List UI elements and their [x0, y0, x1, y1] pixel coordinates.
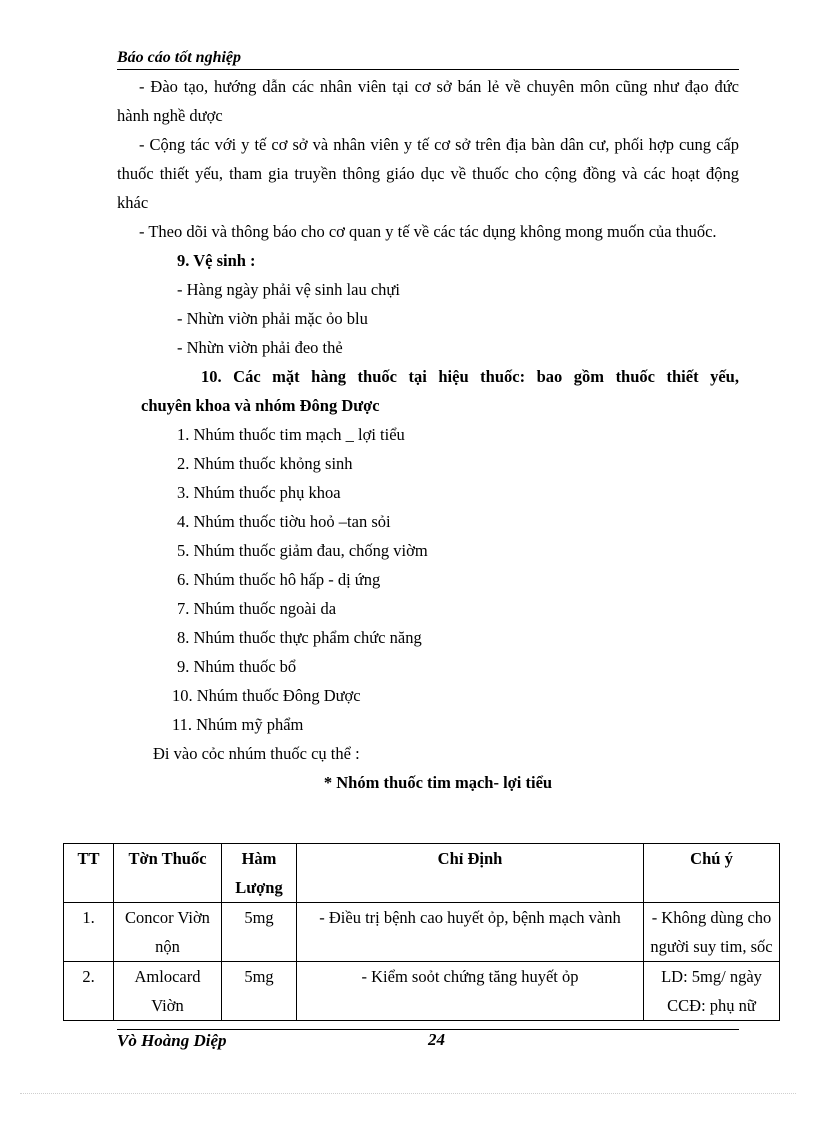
cell-drug-name: Amlocard Viờn — [114, 962, 222, 1021]
header-dosage: Hàm Lượng — [222, 844, 297, 903]
section-10-heading-line2: chuyên khoa và nhóm Đông Dược — [141, 396, 380, 415]
section-10-heading-line1: 10. Các mặt hàng thuốc tại hiệu thuốc: bao gồm thuốc thiết yếu, — [201, 367, 739, 386]
hygiene-item: - Hàng ngày phải vệ sinh lau chựi — [177, 280, 400, 299]
drug-table — [63, 843, 780, 1021]
drug-group-item: 9. Nhúm thuốc bổ — [177, 657, 297, 676]
drug-group-item: 6. Nhúm thuốc hô hấp - dị ứng — [177, 570, 381, 589]
cell-drug-name: Concor Viờn nộn — [114, 903, 222, 962]
table-clip — [0, 843, 816, 1029]
drug-group-item: 3. Nhúm thuốc phụ khoa — [177, 483, 341, 502]
paragraph-training: - Đào tạo, hướng dẫn các nhân viên tại cơ sở bán lẻ về chuyên môn cũng như đạo đức hành nghề dược — [117, 77, 739, 125]
drug-group-item: 7. Nhúm thuốc ngoài da — [177, 599, 337, 618]
hygiene-item: - Nhừn viờn phải mặc ỏo blu — [177, 309, 368, 328]
drug-group-item: 5. Nhúm thuốc giảm đau, chống viờm — [177, 541, 428, 560]
cell-dosage: 5mg — [222, 962, 297, 1021]
section-9-heading: 9. Vệ sinh : — [177, 251, 256, 270]
running-header: Báo cáo tốt nghiệp — [117, 48, 739, 70]
table-row — [64, 903, 780, 962]
paragraph-cooperation: - Cộng tác với y tế cơ sở và nhân viên y tế cơ sở trên địa bàn dân cư, phối hợp cung cấp thuốc thiết yếu, tham gia truyền thông giáo dục về thuốc cho cộng đồng và các hoạt động khác — [117, 135, 739, 212]
drug-group-item: 2. Nhúm thuốc khỏng sinh — [177, 454, 353, 473]
header-tt: TT — [64, 844, 114, 903]
groups-intro: Đi vào cỏc nhúm thuốc cụ thể : — [153, 744, 360, 763]
cell-indication: - Kiểm soỏt chứng tăng huyết ỏp — [297, 962, 644, 1021]
header-drug-name: Tờn Thuốc — [114, 844, 222, 903]
cell-tt: 1. — [64, 903, 114, 962]
drug-group-item: 8. Nhúm thuốc thực phẩm chức năng — [177, 628, 422, 647]
drug-group-item: 4. Nhúm thuốc tiờu hoỏ –tan sỏi — [177, 512, 391, 531]
header-indication: Chỉ Định — [297, 844, 644, 903]
cell-note: LD: 5mg/ ngày CCĐ: phụ nữ — [644, 962, 780, 1021]
cell-indication: - Điều trị bệnh cao huyết ỏp, bệnh mạch vành — [297, 903, 644, 962]
footer-author: Vò Hoàng Diệp — [117, 1031, 227, 1050]
hygiene-item: - Nhừn viờn phải đeo thẻ — [177, 338, 343, 357]
group-title: * Nhóm thuốc tim mạch- lợi tiểu — [323, 773, 553, 792]
cell-dosage: 5mg — [222, 903, 297, 962]
table-header-row — [64, 844, 780, 903]
header-note: Chú ý — [644, 844, 780, 903]
paragraph-monitoring: - Theo dõi và thông báo cho cơ quan y tế về các tác dụng không mong muốn của thuốc. — [139, 222, 717, 241]
page-edge-dots — [20, 1093, 796, 1094]
cell-tt: 2. — [64, 962, 114, 1021]
drug-group-item: 1. Nhúm thuốc tim mạch _ lợi tiểu — [177, 425, 405, 444]
page-number: 24 — [428, 1030, 445, 1049]
table-row — [64, 962, 780, 1021]
drug-group-item: 10. Nhúm thuốc Đông Dược — [172, 686, 361, 705]
cell-note: - Không dùng cho người suy tim, sốc — [644, 903, 780, 962]
drug-group-item: 11. Nhúm mỹ phẩm — [172, 715, 304, 734]
document-body — [117, 72, 739, 797]
